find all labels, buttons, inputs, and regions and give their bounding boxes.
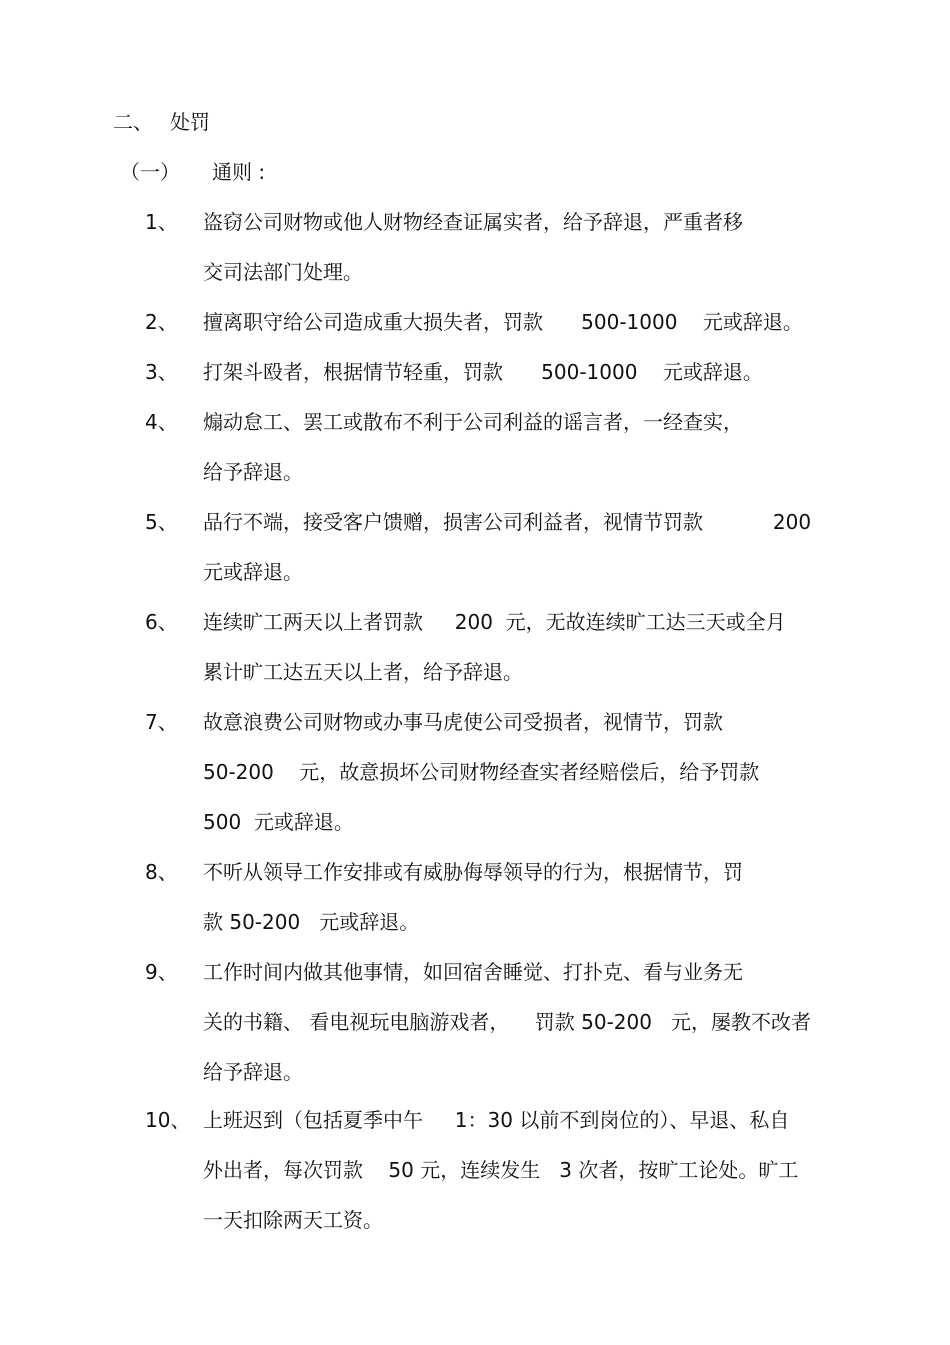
item-text-line: 50-200 元，故意损坏公司财物经查实者经赔偿后，给予罚款 xyxy=(203,760,760,784)
item-text-line: 煽动怠工、罢工或散布不利于公司利益的谣言者，一经查实， xyxy=(203,410,743,434)
item-text-line: 连续旷工两天以上者罚款 200 元，无故连续旷工达三天或全月 xyxy=(203,610,786,634)
item-text-line: 一天扣除两天工资。 xyxy=(203,1208,383,1232)
section-title: 处罚 xyxy=(170,110,210,134)
subsection-title: 通则 : xyxy=(212,160,266,184)
item-text-line: 工作时间内做其他事情，如回宿舍睡觉、打扑克、看与业务无 xyxy=(203,960,743,984)
item-text-line: 外出者，每次罚款 50 元，连续发生 3 次者，按旷工论处。旷工 xyxy=(203,1158,799,1182)
item-number: 10、 xyxy=(145,1108,191,1132)
item-number: 9、 xyxy=(145,960,178,984)
item-text-line: 款 50-200 元或辞退。 xyxy=(203,910,420,934)
item-number: 4、 xyxy=(145,410,178,434)
item-number: 8、 xyxy=(145,860,178,884)
subsection-number: （一） xyxy=(120,160,180,184)
item-number: 3、 xyxy=(145,360,178,384)
item-text-line: 交司法部门处理。 xyxy=(203,260,363,284)
item-number: 2、 xyxy=(145,310,178,334)
item-text-line: 打架斗殴者，根据情节轻重，罚款 500-1000 元或辞退。 xyxy=(203,360,763,384)
section-number: 二、 xyxy=(113,110,153,134)
item-text-line: 累计旷工达五天以上者，给予辞退。 xyxy=(203,660,523,684)
item-text-line: 故意浪费公司财物或办事马虎使公司受损者，视情节，罚款 xyxy=(203,710,723,734)
item-number: 1、 xyxy=(145,210,178,234)
item-text-line: 500 元或辞退。 xyxy=(203,810,354,834)
item-number: 6、 xyxy=(145,610,178,634)
item-text-line: 上班迟到（包括夏季中午 1：30 以前不到岗位的）、早退、私自 xyxy=(203,1108,790,1132)
item-number: 7、 xyxy=(145,710,178,734)
item-text-line: 给予辞退。 xyxy=(203,460,303,484)
item-text-line: 品行不端，接受客户馈赠，损害公司利益者，视情节罚款 200 xyxy=(203,510,812,534)
item-text-line: 关的书籍、 看电视玩电脑游戏者， 罚款 50-200 元，屡教不改者 xyxy=(203,1010,812,1034)
item-text-line: 不听从领导工作安排或有威胁侮辱领导的行为，根据情节，罚 xyxy=(203,860,743,884)
item-text-line: 给予辞退。 xyxy=(203,1060,303,1084)
item-number: 5、 xyxy=(145,510,178,534)
item-text-line: 元或辞退。 xyxy=(203,560,303,584)
item-text-line: 擅离职守给公司造成重大损失者，罚款 500-1000 元或辞退。 xyxy=(203,310,803,334)
item-text-line: 盗窃公司财物或他人财物经查证属实者，给予辞退，严重者移 xyxy=(203,210,743,234)
